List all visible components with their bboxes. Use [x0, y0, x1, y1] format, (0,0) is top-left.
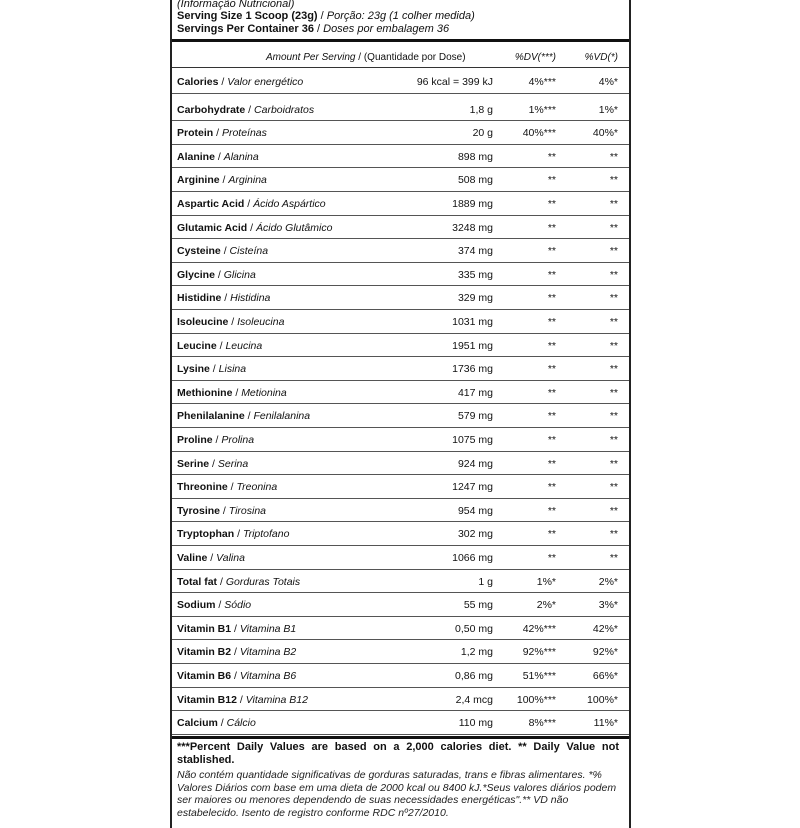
nutrient-name-en: Glutamic Acid — [177, 221, 248, 234]
nutrient-name-en: Protein — [177, 127, 214, 140]
nutrient-name: Vitamin B2 / Vitamina B2 — [177, 646, 297, 659]
nutrient-name-pt: Vitamina B1 — [239, 622, 297, 635]
table-row — [172, 215, 629, 240]
nutrient-name-pt: Triptofano — [242, 528, 290, 541]
table-row — [172, 616, 629, 641]
nutrient-daily-value: 51%*** — [522, 670, 556, 682]
nutrient-amount: 1031 mg — [452, 316, 493, 328]
nutrient-name-en: Vitamin B6 — [177, 670, 232, 682]
nutrient-amount: 954 mg — [457, 504, 493, 517]
table-row — [172, 569, 629, 594]
nutrient-daily-value: 1%* — [536, 575, 556, 588]
nutrient-name-pt: Arginina — [228, 174, 267, 187]
nutrient-name-pt: Vitamina B12 — [245, 693, 308, 706]
nutrient-name: Glutamic Acid / Ácido Glutâmico — [177, 221, 333, 234]
nutrient-daily-value: ** — [547, 150, 556, 163]
nutrient-amount: 110 mg — [458, 717, 493, 730]
footer-divider — [172, 736, 629, 739]
nutrient-name: Alanine / Alanina — [177, 150, 259, 163]
nutrient-valor-diario: ** — [609, 504, 618, 517]
nutrient-amount: 302 mg — [457, 528, 493, 541]
nutrient-amount: 0,86 mg — [455, 670, 493, 682]
table-row — [172, 427, 629, 452]
nutrient-name-en: Threonine — [177, 481, 228, 494]
nutrient-name-en: Vitamin B2 — [177, 646, 232, 659]
nutrient-amount: 1066 mg — [452, 552, 493, 564]
table-row — [172, 592, 629, 617]
nutrient-daily-value: 40%*** — [522, 127, 556, 140]
nutrient-amount: 329 mg — [457, 292, 493, 305]
nutrient-name-pt: Glicina — [223, 268, 256, 281]
nutrient-name-pt: Valor energético — [227, 76, 304, 88]
nutrient-amount: 898 mg — [457, 150, 493, 163]
nutrient-daily-value: ** — [547, 363, 556, 376]
nutrient-valor-diario: 100%* — [587, 693, 618, 706]
label-title — [177, 0, 294, 10]
nutrient-name-en: Tyrosine — [177, 504, 220, 517]
nutrient-amount: 96 kcal = 399 kJ — [416, 76, 493, 88]
nutrient-amount: 55 mg — [463, 599, 493, 612]
nutrient-amount: 1889 mg — [452, 198, 493, 210]
header-divider — [172, 39, 629, 42]
nutrient-daily-value: ** — [547, 457, 556, 470]
nutrient-name-en: Carbohydrate — [177, 103, 246, 116]
nutrient-valor-diario: ** — [609, 528, 618, 541]
nutrient-daily-value: 100%*** — [516, 693, 556, 706]
nutrient-amount: 1 g — [478, 575, 493, 588]
nutrient-name-en: Vitamin B12 — [177, 693, 237, 706]
table-row — [172, 521, 629, 546]
nutrient-name-en: Aspartic Acid — [177, 198, 245, 210]
nutrient-name: Glycine / Glicina — [177, 268, 256, 281]
nutrient-amount: 924 mg — [457, 457, 493, 470]
nutrient-name-en: Lysine — [177, 363, 210, 376]
nutrient-daily-value: ** — [547, 316, 556, 328]
nutrient-valor-diario: ** — [609, 552, 618, 564]
footnote-en: ***Percent Daily Values are based on a 2,000 calories diet. ** Daily Value not stablished. — [177, 741, 619, 766]
table-row — [172, 687, 629, 712]
nutrient-valor-diario: ** — [609, 386, 618, 399]
nutrient-valor-diario: ** — [609, 316, 618, 328]
nutrient-daily-value: 8%*** — [528, 717, 556, 730]
nutrient-name: Tryptophan / Triptofano — [177, 528, 290, 541]
nutrient-name: Serine / Serina — [177, 457, 249, 470]
nutrient-daily-value: ** — [547, 245, 556, 258]
table-row — [172, 474, 629, 499]
nutrient-valor-diario: ** — [609, 339, 618, 352]
footnote-pt: Não contém quantidade significativas de gorduras saturadas, trans e fibras alimentares. *% Valores Diários com base em uma dieta de 2000 kcal ou 8400 kJ.*Seus valores diários podem ser maiores ou menores dependendo de suas necessidades energéticas".** VD não estabelecido. Isento de registro conforme RDC nº27/2010. — [177, 769, 617, 819]
column-header-amount-en: Amount Per Serving — [266, 52, 356, 63]
nutrient-name: Valine / Valina — [177, 552, 245, 564]
nutrient-name-en: Methionine — [177, 386, 233, 399]
nutrient-amount: 335 mg — [457, 268, 493, 281]
nutrient-name-en: Isoleucine — [177, 316, 229, 328]
nutrient-valor-diario: ** — [609, 363, 618, 376]
table-row — [172, 69, 629, 94]
nutrient-name-pt: Vitamina B2 — [239, 646, 297, 659]
nutrient-amount: 508 mg — [457, 174, 493, 187]
table-row — [172, 144, 629, 169]
nutrient-name-pt: Cisteína — [229, 245, 269, 258]
nutrient-name-en: Calcium — [177, 717, 218, 730]
nutrient-valor-diario: ** — [609, 434, 618, 446]
nutrient-daily-value: ** — [547, 268, 556, 281]
table-row — [172, 309, 629, 334]
nutrient-daily-value: 4%*** — [528, 76, 556, 88]
nutrient-amount: 1247 mg — [452, 481, 493, 494]
nutrient-name-pt: Lisina — [218, 363, 247, 376]
nutrient-daily-value: ** — [547, 552, 556, 564]
nutrient-name-en: Leucine — [177, 339, 217, 352]
nutrient-name-pt: Leucina — [225, 339, 263, 352]
nutrient-name-pt: Treonina — [236, 481, 278, 494]
nutrient-valor-diario: 4%* — [598, 76, 618, 88]
label-title-pt: (Informação Nutricional) — [177, 0, 295, 10]
nutrient-valor-diario: ** — [609, 245, 618, 258]
servings-per-container: Servings Per Container 36 / Doses por embalagem 36 — [177, 23, 450, 35]
column-header-amount-pt: / (Quantidade por Dose) — [358, 52, 466, 63]
nutrient-valor-diario: 1%* — [598, 103, 618, 116]
table-row — [172, 403, 629, 428]
table-row — [172, 710, 629, 735]
nutrient-daily-value: 92%*** — [522, 646, 556, 659]
nutrient-name-en: Vitamin B1 — [177, 622, 232, 635]
table-row — [172, 191, 629, 216]
table-row — [172, 262, 629, 287]
nutrient-name-en: Proline — [177, 434, 213, 446]
table-row — [172, 639, 629, 664]
nutrient-valor-diario: 2%* — [598, 575, 618, 588]
nutrient-name-en: Phenilalanine — [177, 410, 245, 423]
nutrient-name-en: Alanine — [177, 150, 215, 163]
column-header-dv: %DV(***) — [514, 52, 556, 63]
nutrient-daily-value: ** — [547, 410, 556, 423]
nutrient-valor-diario: 40%* — [592, 127, 618, 140]
nutrient-amount: 417 mg — [457, 386, 493, 399]
nutrient-name: Aspartic Acid / Ácido Aspártico — [177, 198, 326, 210]
serving-size-pt: Porção: 23g (1 colher medida) — [326, 10, 475, 22]
nutrient-valor-diario: ** — [609, 150, 618, 163]
nutrient-valor-diario: 3%* — [598, 599, 618, 612]
nutrient-name-pt: Vitamina B6 — [239, 670, 297, 682]
nutrient-daily-value: ** — [547, 434, 556, 446]
nutrient-daily-value: 42%*** — [522, 622, 556, 635]
nutrient-name: Vitamin B1 / Vitamina B1 — [177, 622, 297, 635]
nutrient-daily-value: ** — [547, 386, 556, 399]
nutrient-name: Total fat / Gorduras Totais — [177, 575, 301, 588]
nutrient-name: Calories / Valor energético — [177, 76, 304, 88]
nutrient-amount: 1,2 mg — [460, 646, 493, 659]
nutrient-name: Tyrosine / Tirosina — [177, 504, 267, 517]
nutrient-name-pt: Proteínas — [221, 127, 267, 140]
table-row — [172, 663, 629, 688]
nutrient-amount: 20 g — [472, 127, 493, 140]
nutrient-amount: 1736 mg — [452, 363, 493, 376]
column-header-amount — [266, 52, 466, 63]
nutrient-daily-value: 1%*** — [528, 103, 556, 116]
table-row — [172, 333, 629, 358]
nutrient-amount: 579 mg — [457, 410, 493, 423]
table-row — [172, 545, 629, 570]
nutrient-name-en: Serine — [177, 457, 210, 470]
nutrient-name: Vitamin B6 / Vitamina B6 — [177, 670, 297, 682]
nutrient-name-pt: Prolina — [221, 434, 255, 446]
nutrient-name-en: Histidine — [177, 292, 222, 305]
nutrient-valor-diario: ** — [609, 410, 618, 423]
nutrient-name: Proline / Prolina — [177, 434, 255, 446]
nutrient-name: Methionine / Metionina — [177, 386, 287, 399]
nutrient-name-pt: Ácido Glutâmico — [255, 221, 333, 234]
nutrient-amount: 3248 mg — [452, 221, 493, 234]
nutrient-name-en: Glycine — [177, 268, 215, 281]
nutrient-name-pt: Alanina — [223, 150, 259, 163]
nutrient-valor-diario: 92%* — [592, 646, 618, 659]
column-header-divider — [172, 67, 629, 68]
nutrient-name: Vitamin B12 / Vitamina B12 — [177, 693, 308, 706]
nutrient-valor-diario: ** — [609, 481, 618, 494]
nutrient-name: Histidine / Histidina — [177, 292, 271, 305]
serving-size-en: Serving Size 1 Scoop (23g) — [177, 10, 318, 22]
table-row — [172, 120, 629, 145]
nutrient-name-pt: Tirosina — [228, 504, 267, 517]
table-row — [172, 97, 629, 122]
nutrient-name: Sodium / Sódio — [177, 599, 252, 612]
nutrient-daily-value: ** — [547, 504, 556, 517]
nutrient-name-pt: Isoleucina — [237, 316, 285, 328]
nutrient-name-pt: Metionina — [241, 386, 287, 399]
nutrient-valor-diario: ** — [609, 292, 618, 305]
nutrient-name-en: Cysteine — [177, 245, 221, 258]
nutrient-name-pt: Ácido Aspártico — [253, 198, 326, 210]
nutrient-daily-value: ** — [547, 339, 556, 352]
nutrient-valor-diario: ** — [609, 268, 618, 281]
nutrient-daily-value: ** — [547, 481, 556, 494]
nutrient-daily-value: ** — [547, 221, 556, 234]
nutrient-name-pt: Fenilalanina — [253, 410, 311, 423]
nutrient-amount: 1951 mg — [452, 339, 493, 352]
nutrient-name-pt: Sódio — [224, 599, 252, 612]
nutrient-name: Phenilalanine / Fenilalanina — [177, 410, 311, 423]
nutrient-amount: 1,8 g — [469, 103, 493, 116]
nutrient-name-en: Valine — [177, 552, 208, 564]
nutrient-daily-value: ** — [547, 198, 556, 210]
table-row — [172, 451, 629, 476]
nutrient-name: Lysine / Lisina — [177, 363, 247, 376]
nutrient-name: Arginine / Arginina — [177, 174, 267, 187]
table-row — [172, 167, 629, 192]
servings-per-container-pt: Doses por embalagem 36 — [323, 23, 450, 35]
nutrient-valor-diario: ** — [609, 198, 618, 210]
nutrient-name-en: Sodium — [177, 599, 216, 612]
nutrient-daily-value: ** — [547, 528, 556, 541]
nutrient-name-pt: Carboidratos — [254, 103, 315, 116]
nutrient-name-pt: Cálcio — [226, 717, 256, 730]
table-row — [172, 356, 629, 381]
nutrient-name: Isoleucine / Isoleucina — [177, 316, 285, 328]
nutrient-name-en: Total fat — [177, 575, 218, 588]
nutrient-valor-diario: ** — [609, 221, 618, 234]
nutrient-amount: 374 mg — [457, 245, 493, 258]
nutrient-name-en: Arginine — [177, 174, 220, 187]
nutrient-name: Threonine / Treonina — [177, 481, 278, 494]
nutrient-name-pt: Serina — [217, 457, 249, 470]
nutrient-amount: 0,50 mg — [455, 622, 493, 635]
nutrition-facts-panel — [170, 0, 631, 828]
table-row — [172, 380, 629, 405]
nutrient-amount: 1075 mg — [452, 434, 493, 446]
nutrient-name: Cysteine / Cisteína — [177, 245, 269, 258]
serving-size: Serving Size 1 Scoop (23g) / Porção: 23g (1 colher medida) — [177, 10, 475, 22]
nutrient-name-pt: Valina — [216, 552, 245, 564]
nutrient-daily-value: ** — [547, 174, 556, 187]
nutrient-name-en: Tryptophan — [177, 528, 235, 541]
column-header-vd: %VD(*) — [584, 52, 618, 63]
nutrient-name: Leucine / Leucina — [177, 339, 263, 352]
table-row — [172, 238, 629, 263]
nutrient-name-pt: Histidina — [230, 292, 271, 305]
nutrient-valor-diario: ** — [609, 174, 618, 187]
nutrient-name-en: Calories — [177, 76, 219, 88]
nutrient-name: Carbohydrate / Carboidratos — [177, 103, 315, 116]
nutrient-daily-value: 2%* — [536, 599, 556, 612]
servings-per-container-en: Servings Per Container 36 — [177, 23, 314, 35]
table-row — [172, 285, 629, 310]
nutrient-name: Protein / Proteínas — [177, 127, 267, 140]
nutrient-valor-diario: ** — [609, 457, 618, 470]
nutrient-daily-value: ** — [547, 292, 556, 305]
table-row — [172, 498, 629, 523]
nutrient-valor-diario: 42%* — [592, 622, 618, 635]
nutrient-amount: 2,4 mcg — [455, 693, 493, 706]
nutrient-name-pt: Gorduras Totais — [225, 575, 301, 588]
nutrient-valor-diario: 11%* — [593, 717, 618, 730]
nutrient-valor-diario: 66%* — [592, 670, 618, 682]
nutrient-name: Calcium / Cálcio — [177, 717, 256, 730]
